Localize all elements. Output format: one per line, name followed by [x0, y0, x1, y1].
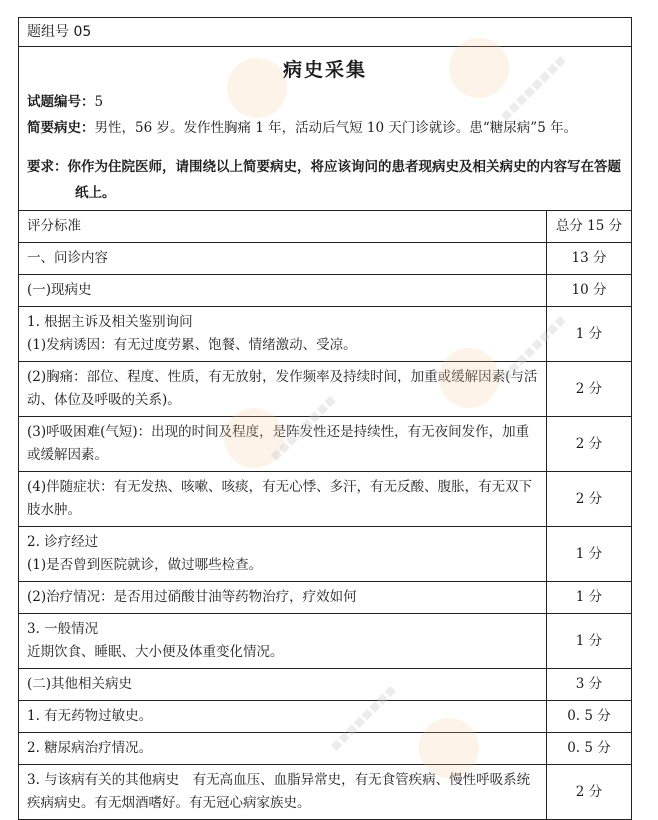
brief-history-label: 简要病史：	[27, 120, 95, 136]
exam-number-label: 试题编号：	[27, 94, 95, 110]
table-row	[19, 307, 631, 362]
exam-number-value: 5	[94, 94, 104, 110]
exam-number	[27, 92, 623, 112]
page-title: 病史采集	[282, 59, 367, 81]
brief-history-text: 男性，56 岁。发作性胸痛 1 年，活动后气短 10 天门诊就诊。患“糖尿病”5 年。	[94, 120, 578, 136]
score-cell: 0. 5 分	[547, 701, 632, 733]
table-row	[19, 701, 631, 733]
criterion-text: (二)其他相关病史	[27, 676, 133, 692]
criterion-text: (2)胸痛：部位、程度、性质，有无放射，发作频率及持续时间，加重或缓解因素(与活动、体位及呼吸的关系)。	[27, 369, 538, 408]
watermark-url-mark: ▪▪▪▪▪▪▪▪	[494, 50, 570, 125]
criterion-cell	[19, 765, 547, 820]
criterion-text: (4)伴随症状：有无发热、咳嗽、咳痰，有无心悸、多汗，有无反酸、腹胀，有无双下肢水肿。	[27, 479, 533, 518]
criterion-text: 1. 根据主诉及相关鉴别询问	[27, 314, 193, 330]
criterion-cell	[19, 614, 547, 669]
criterion-text: 3. 与该病有关的其他病史 有无高血压、血脂异常史，有无食管疾病、慢性呼吸系统疾病病史。有无烟酒嗜好。有无冠心病家族史。	[27, 772, 531, 811]
watermark-url-mark: ▪▪▪▪▪▪▪▪	[264, 390, 340, 465]
score-cell: 1 分	[547, 527, 632, 582]
criterion-cell	[19, 275, 547, 307]
criterion-text: 2. 糖尿病治疗情况。	[27, 740, 153, 756]
table-row	[19, 417, 631, 472]
score-cell: 2 分	[547, 472, 632, 527]
header-total: 总分 15 分	[547, 211, 632, 243]
table-row	[19, 614, 631, 669]
group-number: 题组号 05	[19, 18, 631, 47]
scoring-table	[19, 211, 631, 819]
score-cell: 2 分	[547, 765, 632, 820]
criterion-text: 1. 有无药物过敏史。	[27, 708, 153, 724]
criterion-cell	[19, 243, 547, 275]
criterion-text: 2. 诊疗经过	[27, 534, 99, 550]
table-row	[19, 243, 631, 275]
criterion-cell	[19, 733, 547, 765]
criterion-text: 一、问诊内容	[27, 250, 108, 266]
score-cell: 3 分	[547, 669, 632, 701]
brief-history	[27, 118, 623, 138]
table-row	[19, 362, 631, 417]
score-cell: 10 分	[547, 275, 632, 307]
table-row	[19, 669, 631, 701]
criterion-cell	[19, 527, 547, 582]
criterion-cell	[19, 472, 547, 527]
table-row	[19, 527, 631, 582]
exam-sheet	[18, 17, 632, 820]
requirement-text: 要求：你作为住院医师，请围绕以上简要病史，将应该询问的患者现病史及相关病史的内容写在答题纸上。	[27, 159, 621, 201]
criterion-text: (1)发病诱因：有无过度劳累、饱餐、情绪激动、受凉。	[27, 337, 357, 353]
score-cell: 0. 5 分	[547, 733, 632, 765]
score-cell: 1 分	[547, 614, 632, 669]
criterion-cell	[19, 307, 547, 362]
score-cell: 2 分	[547, 417, 632, 472]
case-intro	[19, 47, 631, 211]
criterion-text: (3)呼吸困难(气短)：出现的时间及程度，是阵发性还是持续性，有无夜间发作，加重或缓解因素。	[27, 424, 530, 463]
score-cell: 13 分	[547, 243, 632, 275]
table-row	[19, 733, 631, 765]
criterion-cell	[19, 669, 547, 701]
score-cell: 1 分	[547, 307, 632, 362]
header-label: 评分标准	[19, 211, 547, 243]
watermark-url-mark: ▪▪▪▪▪▪▪▪	[494, 310, 570, 385]
table-row	[19, 472, 631, 527]
criterion-cell	[19, 362, 547, 417]
watermark-url-mark: ▪▪▪▪▪▪▪▪	[324, 680, 400, 755]
criterion-cell	[19, 582, 547, 614]
criterion-text: 3. 一般情况	[27, 621, 99, 637]
criterion-text: (2)治疗情况：是否用过硝酸甘油等药物治疗，疗效如何	[27, 589, 357, 605]
table-row	[19, 275, 631, 307]
table-row	[19, 765, 631, 820]
criterion-cell	[19, 417, 547, 472]
table-row	[19, 582, 631, 614]
score-cell: 1 分	[547, 582, 632, 614]
table-header-row	[19, 211, 631, 243]
criterion-text: (1)是否曾到医院就诊，做过哪些检查。	[27, 557, 263, 573]
score-cell: 2 分	[547, 362, 632, 417]
criterion-text: (一)现病史	[27, 282, 92, 298]
criterion-cell	[19, 701, 547, 733]
criterion-text: 近期饮食、睡眠、大小便及体重变化情况。	[27, 644, 284, 660]
